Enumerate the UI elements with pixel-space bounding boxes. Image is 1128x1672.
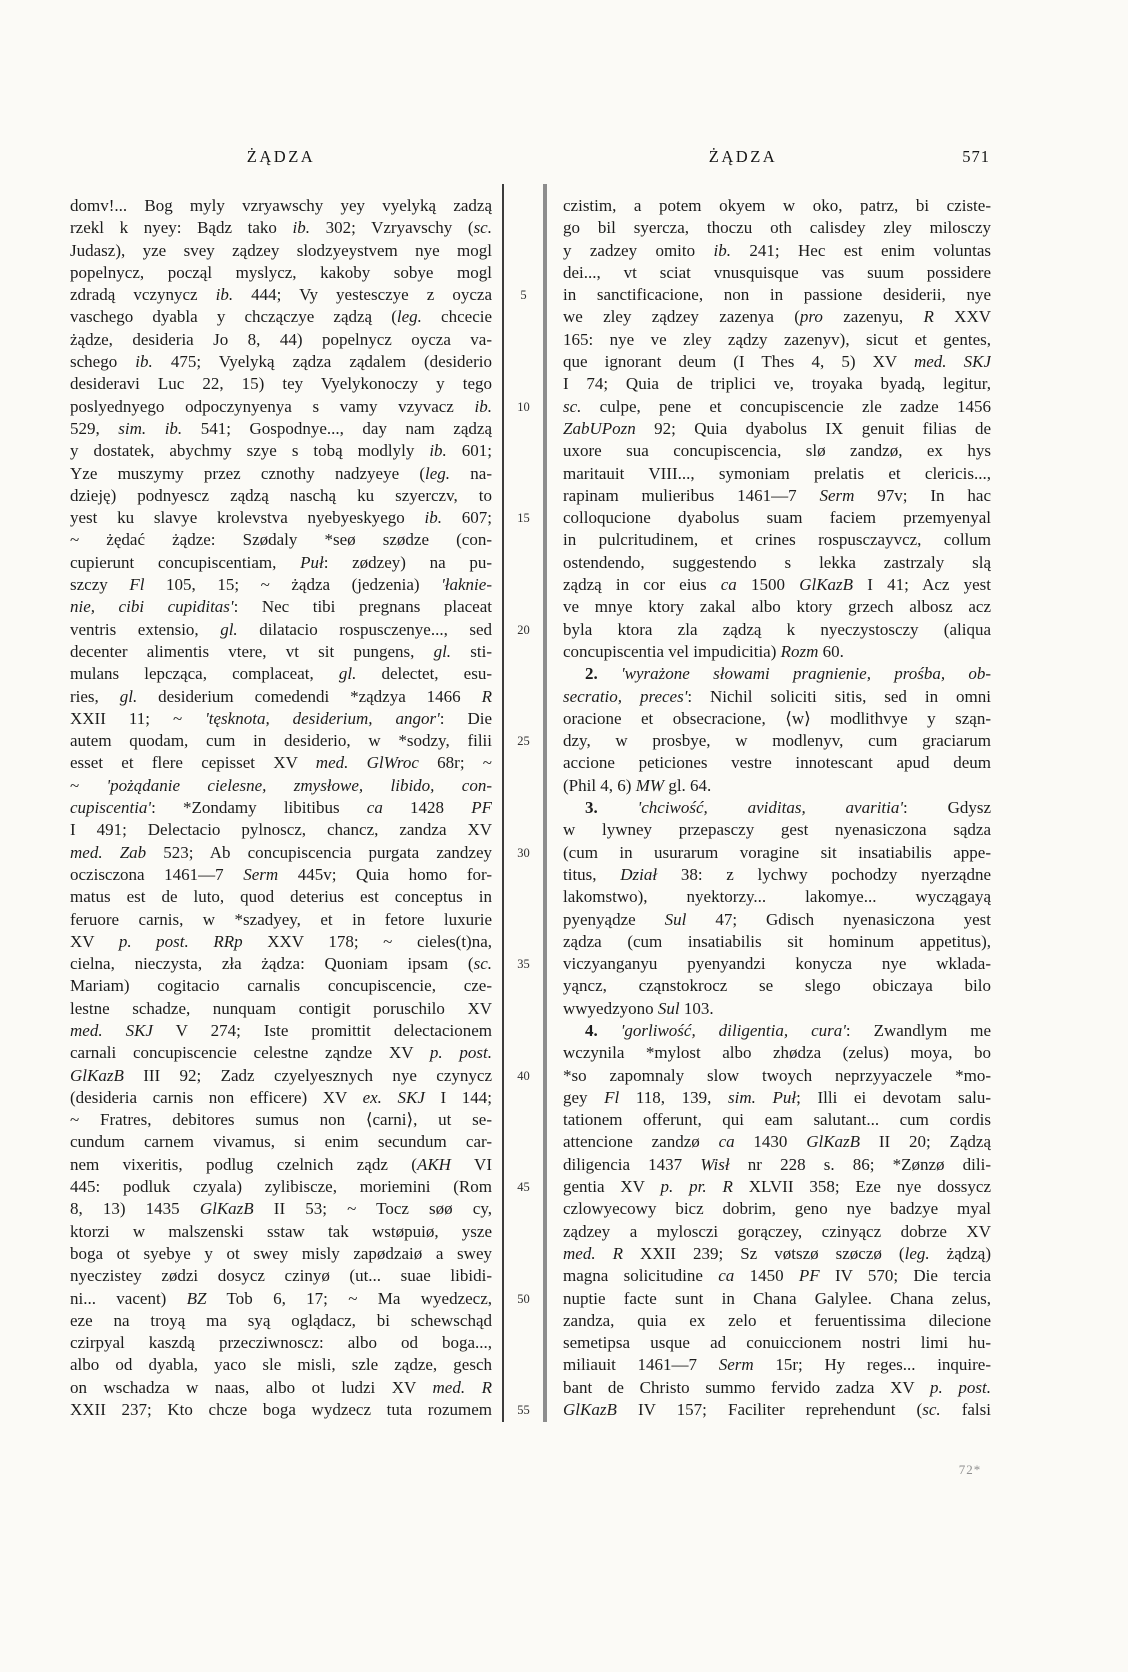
text-line: que ignorant deum (I Thes 4, 5) XV med. SKJ: [563, 352, 991, 372]
text-line: ~ 'pożądanie cielesne, zmysłowe, libido, con-: [70, 775, 492, 795]
text-line: autem quodam, cum in desiderio, w *sodzy, filii: [70, 731, 492, 751]
text-line: zandza, quia ex zelo et feruentissima dilecione: [563, 1310, 991, 1330]
text-line: med. Zab 523; Ab concupiscencia purgata zandzey: [70, 842, 492, 862]
text-line: ries, gl. desiderium comedendi *ządzya 1466 R: [70, 686, 492, 706]
line-number: 10: [517, 399, 530, 414]
line-number-gutter: [504, 195, 543, 1425]
running-head-right: ŻĄDZA: [708, 147, 778, 166]
text-line: nem vixeritis, podlug czelnich ządz (AKH VI: [70, 1154, 492, 1174]
line-number: 20: [517, 622, 530, 637]
text-line: XV p. post. RRp XXV 178; ~ cieles(t)na,: [70, 931, 492, 951]
text-line: matus est de luto, quod deterius est conceptus in: [70, 887, 492, 907]
line-number: 35: [517, 957, 530, 972]
text-line: nie, cibi cupiditas': Nec tibi pregnans placeat: [70, 597, 492, 617]
text-line: eze na troyą ma syą oglądacz, bi schewschąd: [70, 1310, 492, 1330]
text-line: byla ktora zla ządzą k nyeczystosczy (aliqua: [563, 619, 991, 639]
text-line: yest ku slavye krolevstva nyebyeskyego ib. 607;: [70, 508, 492, 528]
text-line: esset et flere cepisset XV med. GlWroc 68r; ~: [70, 753, 492, 773]
text-line: rapinam mulieribus 1461—7 Serm 97v; In hac: [563, 485, 991, 505]
text-line: miliauit 1461—7 Serm 15r; Hy reges... inquire-: [563, 1355, 991, 1375]
line-number: 5: [520, 288, 527, 303]
text-line: GlKazB IV 157; Faciliter reprehendunt (sc. falsi: [563, 1400, 991, 1420]
text-line: ostendendo, suggestendo s lekka zastrzaly slą: [563, 552, 991, 572]
text-line: XXII 237; Kto chcze boga wydzecz tuta rozumem: [70, 1400, 492, 1420]
right-column: [563, 195, 991, 1421]
text-line: colloqucione dyabolus suam faciem przemyenyal: [563, 508, 991, 528]
text-line: czirpyal kaszdą przecziwnoscz: albo od boga...,: [70, 1333, 492, 1353]
text-line: semetipsa usque ad conuiccionem nostri limi hu-: [563, 1333, 991, 1353]
text-line: carnali concupiscencie celestne ząndze XV p. post.: [70, 1043, 492, 1063]
text-line: Judasz), yze svey ządzey slodzyeystvem nye mogl: [70, 240, 492, 260]
text-line: desideravi Luc 22, 15) tey Vyelykonoczy y tego: [70, 374, 492, 394]
text-line: gentia XV p. pr. R XLVII 358; Eze nye dossycz: [563, 1177, 991, 1197]
text-line: med. SKJ V 274; Iste promittit delectacionem: [70, 1020, 492, 1040]
text-line: żądze, desideria Jo 8, 44) popelnycz oycza va-: [70, 329, 492, 349]
text-line: decenter alimentis vtere, vt sit pungens, gl. sti-: [70, 641, 492, 661]
text-line: tationem offerunt, qui eam salutant... cum cordis: [563, 1110, 991, 1130]
text-line: popelnycz, począl myslycz, kakoby sobye mogl: [70, 262, 492, 282]
text-line: (Phil 4, 6) MW gl. 64.: [563, 775, 712, 795]
line-number: 50: [517, 1291, 530, 1306]
text-line: vaschego dyabla y chczączye ządzą (leg. chcecie: [70, 307, 492, 327]
text-line: go bil syercza, thoczu oth calisdey zley milosczy: [563, 218, 991, 238]
text-line: accione peticiones vestre innotescant apud deum: [563, 753, 991, 773]
text-line: ~ Fratres, debitores sumus non ⟨carni⟩, ut se-: [70, 1110, 492, 1130]
text-line: (desideria carnis non efficere) XV ex. SKJ I 144;: [70, 1087, 492, 1107]
text-line: ~ żędać żądze: Szødaly *seø szødze (con-: [70, 530, 492, 550]
text-line: maritauit VIII..., symoniam prelatis et clericis...,: [563, 463, 991, 483]
text-line: zdradą vczynycz ib. 444; Vy yestesczye z oycza: [70, 285, 492, 305]
text-line: *so zapomnaly slow twoych neprzyyaczele *mo-: [563, 1065, 991, 1085]
text-line: ventris extensio, gl. dilatacio rospusczenye..., sed: [70, 619, 492, 639]
text-line: szczy Fl 105, 15; ~ żądza (jedzenia) 'łaknie-: [70, 575, 492, 595]
page-number: 571: [962, 147, 990, 166]
text-line: I 491; Delectacio pylnoscz, chancz, zandza XV: [70, 820, 492, 840]
text-line: bant de Christo summo fervido zadza XV p. post.: [563, 1377, 991, 1397]
running-head-left: ŻĄDZA: [246, 147, 316, 166]
text-line: pyenyądze Sul 47; Gdisch nyenasiczona yest: [563, 909, 991, 929]
text-line: concupiscentia vel impudicitia) Rozm 60.: [563, 641, 844, 661]
left-column: [70, 195, 492, 1421]
text-line: in sanctificacione, non in passione desiderii, nye: [563, 285, 991, 305]
text-line: oracione et obsecracione, ⟨w⟩ modlithvye y sząn-: [563, 708, 991, 728]
column-rule-right: [543, 184, 547, 1422]
text-line: ządzey a mylosczi gorączey, czinyącz dobrze XV: [563, 1221, 991, 1241]
text-line: nyeczistey zødzi dosycz czinyø (ut... suae libidi-: [70, 1266, 492, 1286]
text-line: cielna, nieczysta, zła żądza: Quoniam ipsam (sc.: [70, 954, 492, 974]
line-number: 25: [517, 734, 530, 749]
text-line: lestne schadze, nunquam contigit poruschilo XV: [70, 998, 492, 1018]
text-line: ządzą in cor eius ca 1500 GlKazB I 41; Acz yest: [563, 575, 991, 595]
text-line: 3. 'chciwość, aviditas, avaritia': Gdysz: [585, 798, 991, 818]
text-line: 165: nye ve zley ządzy zazenyv), sicut et gentes,: [563, 329, 991, 349]
text-line: uxore sua concupiscencia, slø zandzø, ex hys: [563, 441, 991, 461]
text-line: 445: podluk czyala) zylibiscze, moriemini (Rom: [70, 1177, 492, 1197]
text-line: czistim, a potem okyem w oko, patrz, bi cziste-: [563, 196, 991, 215]
text-line: 4. 'gorliwość, diligentia, cura': Zwandlym me: [585, 1020, 991, 1040]
text-line: cupierunt concupiscentiam, Puł: zødzey) na pu-: [70, 552, 492, 572]
text-line: we zley ządzey zazenya (pro zazenyu, R XXV: [563, 307, 991, 327]
text-line: yąncz, cząnstokrocz se slego obiczaya bilo: [563, 976, 991, 996]
text-line: mulans lepcząca, complaceat, gl. delectet, esu-: [70, 664, 492, 684]
text-line: sc. culpe, pene et concupiscencie zle zadze 1456: [563, 396, 991, 416]
text-line: lakomstwo), nyektorzy... lakomye... wyczągayą: [563, 887, 991, 907]
text-line: ve mnye ktory zakal albo ktory grzech albosz acz: [563, 597, 991, 617]
text-line: nuptie facte sunt in Chana Galylee. Chana zelus,: [563, 1288, 991, 1308]
text-line: y dostatek, abychmy szye s tobą modlyly ib. 601;: [70, 441, 492, 461]
text-line: Mariam) cogitacio carnalis concupiscencie, cze-: [70, 976, 492, 996]
line-number: 40: [517, 1068, 530, 1083]
text-line: (cum in usurarum voragine sit insatiabilis appe-: [563, 842, 991, 862]
text-line: schego ib. 475; Vyelyką ządza ządalem (desiderio: [70, 352, 492, 372]
text-line: titus, Dział 38: z lychwy pochodzy nyerządne: [563, 864, 991, 884]
text-line: domv!... Bog myly vzryawschy yey vyelyką zadzą: [70, 196, 492, 215]
text-line: oczisczona 1461—7 Serm 445v; Quia homo for-: [70, 864, 492, 884]
text-line: boga ot syebye y ot swey misly zapødzaiø a swey: [70, 1243, 492, 1263]
text-line: dei..., vt sciat vnusquisque vas suum possidere: [563, 262, 991, 282]
text-line: attencione zandzø ca 1430 GlKazB II 20; Ządzą: [563, 1132, 991, 1152]
line-number: 45: [517, 1180, 530, 1195]
text-line: magna solicitudine ca 1450 PF IV 570; Die tercia: [563, 1266, 991, 1286]
text-line: 529, sim. ib. 541; Gospodnye..., day nam ządzą: [70, 418, 492, 438]
text-line: GlKazB III 92; Zadz czyelyesznych nye czynycz: [70, 1065, 492, 1085]
text-line: XXII 11; ~ 'tęsknota, desiderium, angor': Die: [70, 708, 492, 728]
text-line: wczynila *mylost albo zhødza (zelus) moya, bo: [563, 1043, 991, 1063]
text-line: in pulcritudinem, et crines rospusczayvcz, collum: [563, 530, 991, 550]
text-line: poslyednyego odpoczynyenya s vamy vzyvacz ib.: [70, 396, 492, 416]
text-line: med. R XXII 239; Sz vøtszø szøczø (leg. żądzą): [563, 1243, 991, 1263]
text-line: I 74; Quia de triplici ve, troyaka byadą, legitur,: [563, 374, 991, 394]
text-line: cundum carnem vivamus, si enim secundum car-: [70, 1132, 492, 1152]
text-line: Yze muszymy przez cznothy nadzyeye (leg. na-: [70, 463, 492, 483]
text-line: rzekl k nyey: Bądz tako ib. 302; Vzryavschy (sc.: [70, 218, 492, 238]
text-line: albo od dyabla, yaco sle misli, szle ządze, gesch: [70, 1355, 492, 1375]
text-line: ktorzi w malszenski sstaw tak wstøpuiø, ysze: [70, 1221, 492, 1241]
text-line: czlowyecowy bicz dobrim, geno nye badzye myal: [563, 1199, 991, 1219]
text-line: 2. 'wyrażone słowami pragnienie, prośba, ob-: [585, 664, 991, 684]
text-line: dzy, w prosbye, w modlenyv, cum graciarum: [563, 731, 991, 751]
signature-mark: 72*: [958, 1462, 982, 1477]
text-line: feruore carnis, w *szadyey, et in fetore luxurie: [70, 909, 492, 929]
text-line: dzieję) podnyescz ządzą naschą ku szyerczv, to: [70, 485, 492, 505]
text-line: w lywney przepasczy gest nyenasiczona sądza: [563, 820, 991, 840]
text-line: diligencia 1437 Wisł nr 228 s. 86; *Zønzø dili-: [563, 1154, 991, 1174]
line-number: 15: [517, 511, 530, 526]
line-number: 30: [517, 845, 530, 860]
text-line: gey Fl 118, 139, sim. Puł; Illi ei devotam salu-: [563, 1087, 991, 1107]
text-line: secratio, preces': Nichil soliciti sitis, sed in omni: [563, 686, 991, 706]
text-line: viczyanganyu pyenyandzi konycza nye wklada-: [563, 954, 991, 974]
text-line: ni... vacent) BZ Tob 6, 17; ~ Ma wyedzecz,: [70, 1288, 492, 1308]
text-line: cupiscentia': *Zondamy libitibus ca 1428 PF: [70, 798, 492, 818]
text-line: 8, 13) 1435 GlKazB II 53; ~ Tocz søø cy,: [70, 1199, 492, 1219]
text-line: wwyedzyono Sul 103.: [563, 998, 714, 1018]
text-line: ZabUPozn 92; Quia dyabolus IX genuit filias de: [563, 418, 991, 438]
line-number: 55: [517, 1403, 530, 1418]
text-line: y zadzey omito ib. 241; Hec est enim voluntas: [563, 240, 991, 260]
text-line: on wschadza w naas, albo ot ludzi XV med. R: [70, 1377, 492, 1397]
text-line: ządza (cum insatiabilis sit hominum appetitus),: [563, 931, 991, 951]
